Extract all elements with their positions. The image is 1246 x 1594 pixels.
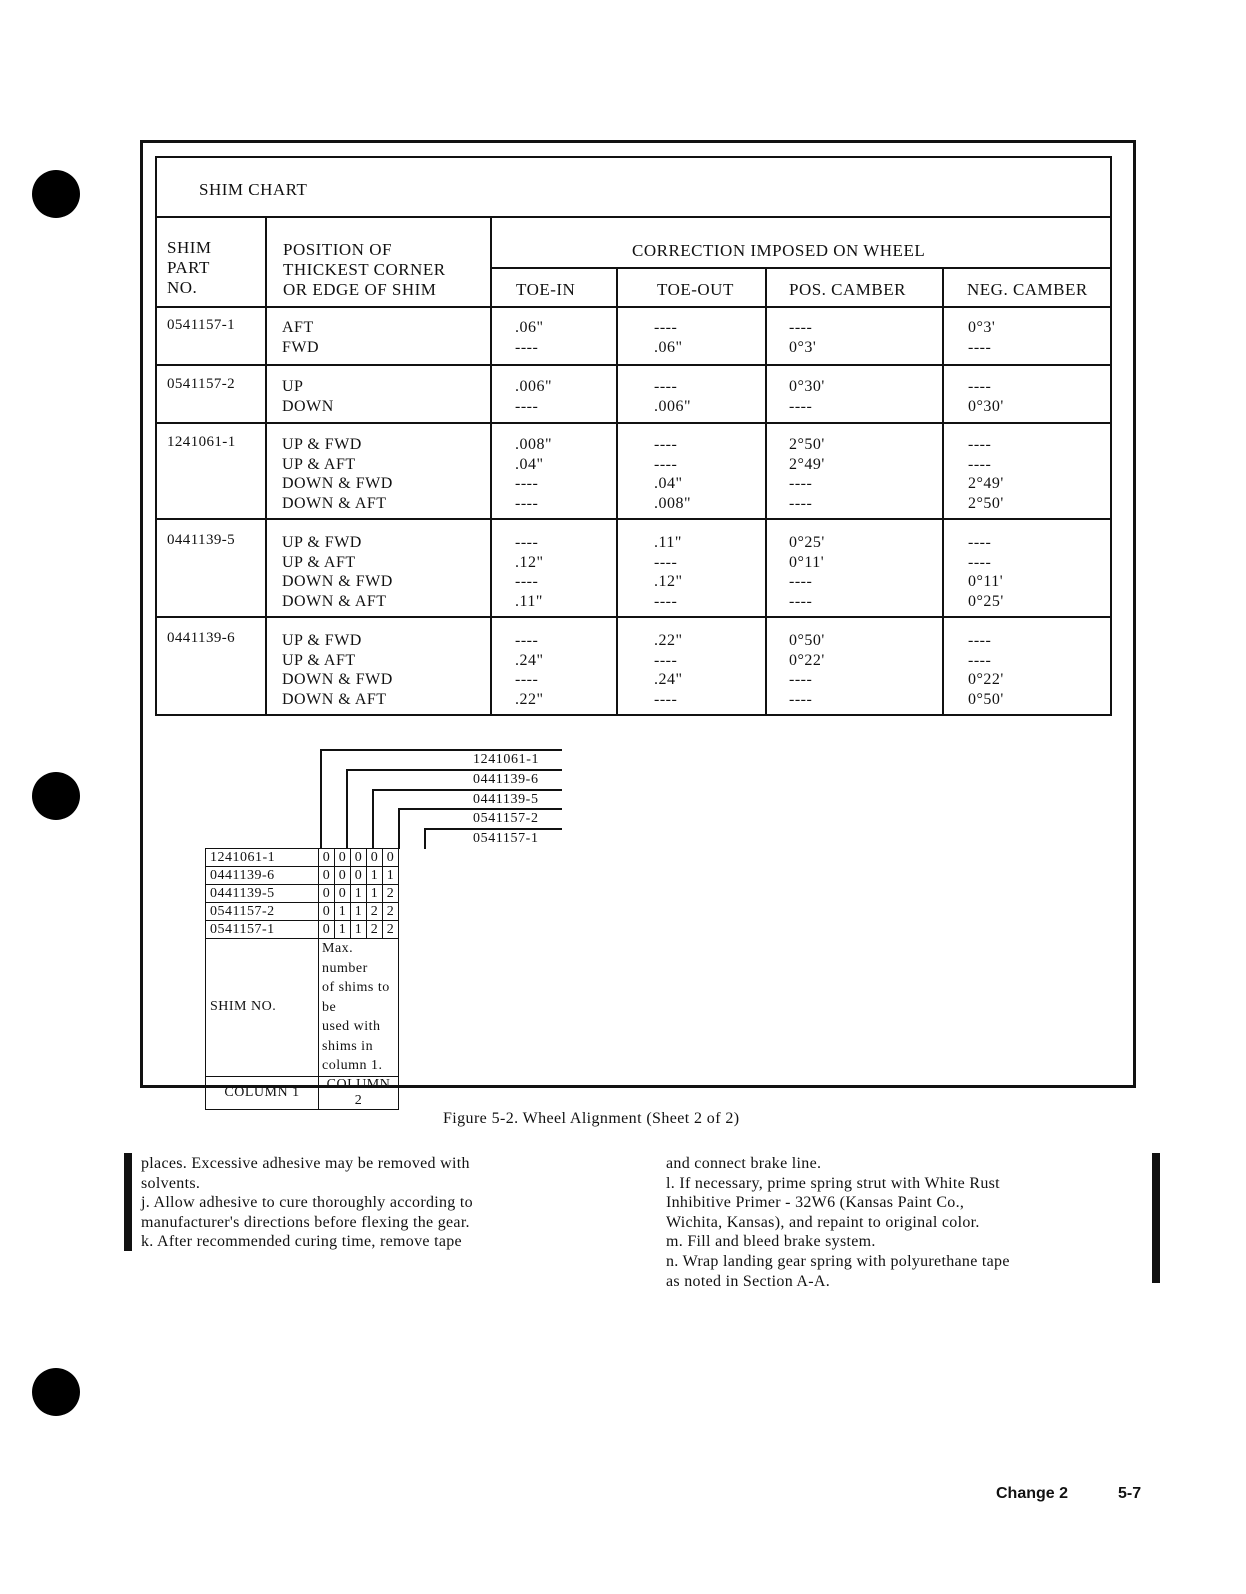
top-label: 0441139-5 xyxy=(473,792,539,807)
position-cell: UP & FWD UP & AFT DOWN & FWD DOWN & AFT xyxy=(282,632,393,708)
binder-hole-bottom xyxy=(32,1368,80,1416)
header-part-no: SHIM PART NO. xyxy=(167,238,212,297)
toe-out-cell: ---- .006" xyxy=(654,378,692,415)
table-row: 0541157-1 0 1 1 2 2 xyxy=(206,921,399,939)
toe-out-cell: ---- ---- .04" .008" xyxy=(654,436,692,512)
toe-out-cell: .22" ---- .24" ---- xyxy=(654,632,683,708)
header-pos-camber: POS. CAMBER xyxy=(789,280,906,299)
shim-compat-table xyxy=(205,848,399,1110)
header-neg-camber: NEG. CAMBER xyxy=(967,280,1088,299)
shim-chart-title: SHIM CHART xyxy=(199,180,308,199)
column-2-label: COLUMN 2 xyxy=(319,1076,399,1109)
neg-camber-cell: 0°3' ---- xyxy=(968,319,996,356)
position-cell: UP & FWD UP & AFT DOWN & FWD DOWN & AFT xyxy=(282,436,393,512)
pos-camber-cell: 2°50' 2°49' ---- ---- xyxy=(789,436,825,512)
binder-hole-middle xyxy=(32,772,80,820)
right-column-text: and connect brake line. l. If necessary, prime spring strut with White Rust Inhibitive Primer - 32W6 (Kansas Paint Co., Wichita, Kansas), and repaint to original color. m. Fill and bleed brake system. n. Wrap landing gear spring with polyurethane tape as noted in Section A-A. xyxy=(666,1155,1010,1290)
top-label: 0441139-6 xyxy=(473,772,539,787)
toe-in-cell: .008" .04" ---- ---- xyxy=(515,436,553,512)
neg-camber-cell: ---- ---- 2°49' 2°50' xyxy=(968,436,1004,512)
change-bar-left xyxy=(124,1153,132,1251)
position-cell: AFT FWD xyxy=(282,319,320,356)
left-column-text: places. Excessive adhesive may be removed with solvents. j. Allow adhesive to cure thoroughly according to manufacturer's directions before flexing the gear. k. After recommended curing time, remove tape xyxy=(141,1155,473,1251)
part-number: 0541157-1 xyxy=(167,317,236,333)
pos-camber-cell: 0°25' 0°11' ---- ---- xyxy=(789,534,825,610)
toe-in-cell: .06" ---- xyxy=(515,319,544,356)
pos-camber-cell: ---- 0°3' xyxy=(789,319,817,356)
column-1-label: COLUMN 1 xyxy=(206,1076,319,1109)
header-toe-in: TOE-IN xyxy=(516,280,576,299)
top-label: 0541157-1 xyxy=(473,831,539,846)
header-position: POSITION OF THICKEST CORNER OR EDGE OF SHIM xyxy=(283,240,446,299)
part-number: 1241061-1 xyxy=(167,434,236,450)
pos-camber-cell: 0°30' ---- xyxy=(789,378,825,415)
neg-camber-cell: ---- ---- 0°11' 0°25' xyxy=(968,534,1004,610)
toe-in-cell: ---- .24" ---- .22" xyxy=(515,632,544,708)
toe-in-cell: .006" ---- xyxy=(515,378,553,415)
top-label: 1241061-1 xyxy=(473,752,540,767)
position-cell: UP & FWD UP & AFT DOWN & FWD DOWN & AFT xyxy=(282,534,393,610)
toe-out-cell: ---- .06" xyxy=(654,319,683,356)
table-row: 0441139-5 0 0 1 1 2 xyxy=(206,885,399,903)
neg-camber-cell: ---- ---- 0°22' 0°50' xyxy=(968,632,1004,708)
header-correction: CORRECTION IMPOSED ON WHEEL xyxy=(632,241,926,260)
table-row: 0441139-6 0 0 0 1 1 xyxy=(206,867,399,885)
neg-camber-cell: ---- 0°30' xyxy=(968,378,1004,415)
change-label: Change 2 xyxy=(996,1485,1069,1502)
toe-in-cell: ---- .12" ---- .11" xyxy=(515,534,544,610)
change-bar-right xyxy=(1152,1153,1160,1283)
shim-no-label: SHIM NO. xyxy=(206,939,319,1077)
part-number: 0541157-2 xyxy=(167,376,236,392)
figure-caption: Figure 5-2. Wheel Alignment (Sheet 2 of 2) xyxy=(443,1110,740,1127)
max-shims-note: Max. number of shims to be used with shims in column 1. xyxy=(319,939,399,1077)
position-cell: UP DOWN xyxy=(282,378,334,415)
part-number: 0441139-5 xyxy=(167,532,236,548)
header-toe-out: TOE-OUT xyxy=(657,280,734,299)
table-row xyxy=(206,939,399,1077)
page-number: 5-7 xyxy=(1118,1485,1142,1502)
table-row xyxy=(206,1076,399,1109)
part-number: 0441139-6 xyxy=(167,630,236,646)
shim-chart xyxy=(155,156,1112,716)
binder-hole-top xyxy=(32,170,80,218)
table-row: 1241061-1 0 0 0 0 0 xyxy=(206,849,399,867)
top-label: 0541157-2 xyxy=(473,811,539,826)
table-row: 0541157-2 0 1 1 2 2 xyxy=(206,903,399,921)
pos-camber-cell: 0°50' 0°22' ---- ---- xyxy=(789,632,825,708)
toe-out-cell: .11" ---- .12" ---- xyxy=(654,534,683,610)
